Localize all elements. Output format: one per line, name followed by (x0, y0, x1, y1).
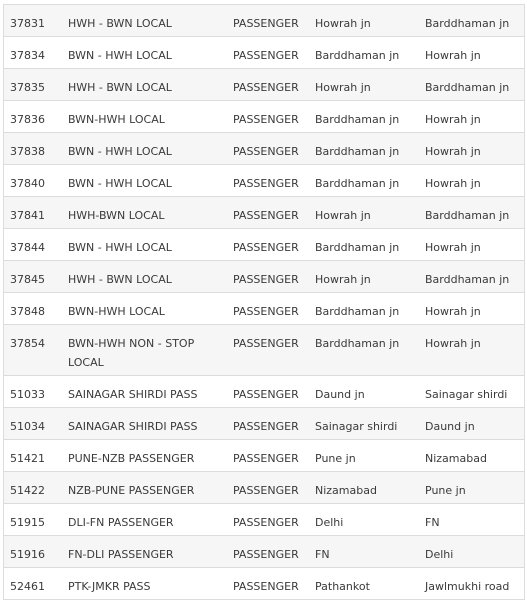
train-number: 51034 (10, 420, 45, 433)
train-type: PASSENGER (233, 113, 299, 126)
to-station: Barddhaman jn (425, 81, 510, 94)
from-station: Delhi (315, 516, 344, 529)
train-name: BWN - HWH LOCAL (68, 177, 172, 190)
to-station: Barddhaman jn (425, 273, 510, 286)
from-station: Howrah jn (315, 17, 371, 30)
table-row[interactable] (4, 165, 524, 197)
train-number: 37835 (10, 81, 45, 94)
table-row[interactable] (4, 568, 524, 600)
table-row[interactable] (4, 408, 524, 440)
train-number: 37845 (10, 273, 45, 286)
from-station: Barddhaman jn (315, 49, 400, 62)
table-row[interactable] (4, 229, 524, 261)
train-number: 37840 (10, 177, 45, 190)
to-station: Barddhaman jn (425, 209, 510, 222)
table-row[interactable] (4, 261, 524, 293)
table-row[interactable] (4, 440, 524, 472)
train-type: PASSENGER (233, 209, 299, 222)
train-name: PUNE-NZB PASSENGER (68, 452, 195, 465)
train-number: 51915 (10, 516, 45, 529)
from-station: Howrah jn (315, 209, 371, 222)
train-type: PASSENGER (233, 548, 299, 561)
table-row[interactable] (4, 5, 524, 37)
train-number: 51033 (10, 388, 45, 401)
train-number: 37831 (10, 17, 45, 30)
train-name: SAINAGAR SHIRDI PASS (68, 420, 198, 433)
table-row[interactable] (4, 536, 524, 568)
train-type: PASSENGER (233, 177, 299, 190)
train-name: BWN - HWH LOCAL (68, 49, 172, 62)
from-station: FN (315, 548, 330, 561)
train-type: PASSENGER (233, 452, 299, 465)
train-name: HWH-BWN LOCAL (68, 209, 165, 222)
table-row[interactable] (4, 133, 524, 165)
from-station: Pune jn (315, 452, 356, 465)
table-row[interactable] (4, 197, 524, 229)
train-name: NZB-PUNE PASSENGER (68, 484, 195, 497)
train-number: 51422 (10, 484, 45, 497)
to-station: Howrah jn (425, 305, 481, 318)
from-station: Sainagar shirdi (315, 420, 398, 433)
to-station: Howrah jn (425, 113, 481, 126)
table-row[interactable] (4, 69, 524, 101)
table-row[interactable] (4, 293, 524, 325)
train-type: PASSENGER (233, 388, 299, 401)
train-name: HWH - BWN LOCAL (68, 81, 172, 94)
train-name: BWN - HWH LOCAL (68, 241, 172, 254)
train-name: BWN-HWH LOCAL (68, 305, 165, 318)
to-station: Howrah jn (425, 145, 481, 158)
to-station: Howrah jn (425, 177, 481, 190)
train-number: 37841 (10, 209, 45, 222)
train-name: BWN-HWH LOCAL (68, 113, 165, 126)
train-number: 37836 (10, 113, 45, 126)
train-name: BWN - HWH LOCAL (68, 145, 172, 158)
train-number: 37844 (10, 241, 45, 254)
train-type: PASSENGER (233, 305, 299, 318)
table-row[interactable] (4, 376, 524, 408)
train-number: 37848 (10, 305, 45, 318)
train-number: 37854 (10, 337, 45, 350)
train-number: 51421 (10, 452, 45, 465)
train-type: PASSENGER (233, 516, 299, 529)
train-number: 51916 (10, 548, 45, 561)
to-station: Nizamabad (425, 452, 487, 465)
to-station: Howrah jn (425, 337, 481, 350)
train-type: PASSENGER (233, 145, 299, 158)
train-name: FN-DLI PASSENGER (68, 548, 174, 561)
train-type: PASSENGER (233, 580, 299, 593)
to-station: Jawlmukhi road (425, 580, 510, 593)
table-row[interactable] (4, 37, 524, 69)
train-name: BWN-HWH NON - STOP LOCAL (68, 337, 195, 369)
from-station: Howrah jn (315, 81, 371, 94)
to-station: Sainagar shirdi (425, 388, 508, 401)
to-station: Barddhaman jn (425, 17, 510, 30)
train-type: PASSENGER (233, 273, 299, 286)
table-row[interactable] (4, 101, 524, 133)
from-station: Barddhaman jn (315, 337, 400, 350)
from-station: Barddhaman jn (315, 241, 400, 254)
to-station: Delhi (425, 548, 454, 561)
train-type: PASSENGER (233, 337, 299, 350)
train-type: PASSENGER (233, 17, 299, 30)
train-type: PASSENGER (233, 241, 299, 254)
to-station: FN (425, 516, 440, 529)
trains-table (3, 4, 525, 600)
to-station: Howrah jn (425, 49, 481, 62)
train-name: DLI-FN PASSENGER (68, 516, 174, 529)
train-type: PASSENGER (233, 420, 299, 433)
from-station: Barddhaman jn (315, 177, 400, 190)
from-station: Barddhaman jn (315, 113, 400, 126)
from-station: Barddhaman jn (315, 145, 400, 158)
table-row[interactable] (4, 472, 524, 504)
from-station: Nizamabad (315, 484, 377, 497)
table-row[interactable] (4, 325, 524, 376)
train-number: 37834 (10, 49, 45, 62)
from-station: Daund jn (315, 388, 365, 401)
train-type: PASSENGER (233, 49, 299, 62)
train-type: PASSENGER (233, 81, 299, 94)
to-station: Daund jn (425, 420, 475, 433)
train-name: SAINAGAR SHIRDI PASS (68, 388, 198, 401)
train-name: HWH - BWN LOCAL (68, 17, 172, 30)
train-name: HWH - BWN LOCAL (68, 273, 172, 286)
table-row[interactable] (4, 504, 524, 536)
train-number: 37838 (10, 145, 45, 158)
train-type: PASSENGER (233, 484, 299, 497)
to-station: Howrah jn (425, 241, 481, 254)
train-number: 52461 (10, 580, 45, 593)
from-station: Pathankot (315, 580, 370, 593)
train-name: PTK-JMKR PASS (68, 580, 151, 593)
from-station: Barddhaman jn (315, 305, 400, 318)
to-station: Pune jn (425, 484, 466, 497)
from-station: Howrah jn (315, 273, 371, 286)
